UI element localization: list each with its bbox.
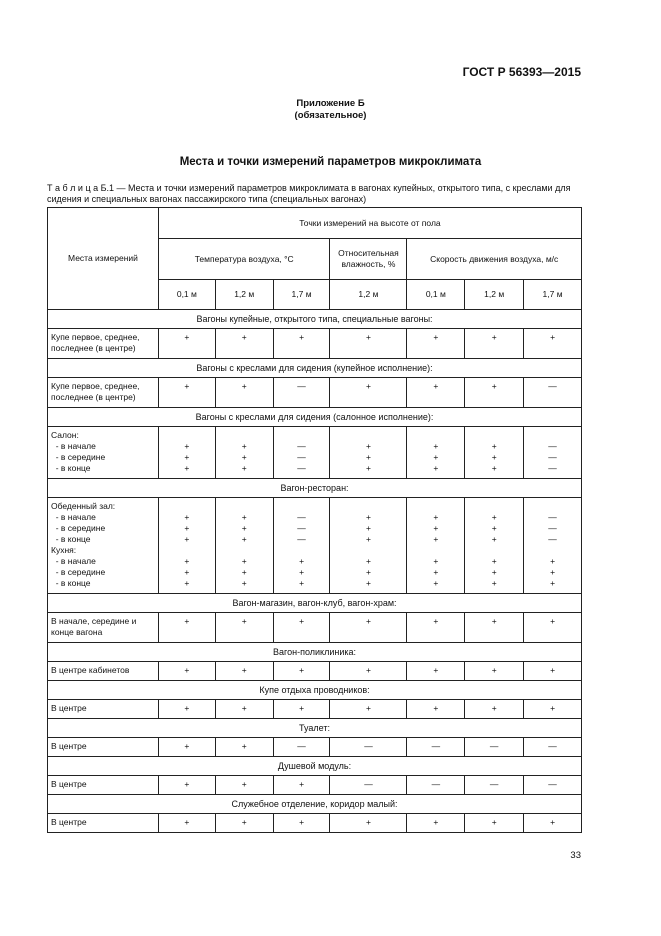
section-header-row: Вагон-магазин, вагон-клуб, вагон-храм: bbox=[48, 594, 582, 613]
value-cell: — bbox=[330, 776, 407, 795]
value-cell: + bbox=[158, 662, 215, 681]
section-header-row: Вагон-ресторан: bbox=[48, 479, 582, 498]
place-cell bbox=[48, 738, 159, 757]
place-line: последнее (в центре) bbox=[51, 392, 136, 402]
table-body bbox=[48, 310, 582, 833]
table-row bbox=[48, 427, 582, 479]
value-cell: + bbox=[465, 662, 524, 681]
appendix-heading bbox=[0, 98, 661, 122]
value-cell: + bbox=[158, 700, 215, 719]
value-cell: + bbox=[215, 814, 273, 833]
value-cell: + bbox=[465, 378, 524, 408]
appendix-title: Приложение Б bbox=[296, 98, 365, 109]
place-line: - в конце bbox=[51, 463, 91, 473]
caption-prefix: Т а б л и ц а bbox=[47, 183, 99, 193]
table-row bbox=[48, 700, 582, 719]
value-cell: + + + + + + bbox=[330, 498, 407, 594]
caption-text: Б.1 — Места и точки измерений параметров микроклимата в вагонах купейных, открытого типа, с креслами для сидения и специальных вагонах пассажирского типа (специальных вагонах) bbox=[47, 183, 571, 204]
value-cell: + bbox=[330, 700, 407, 719]
value-cell: + + + + + + bbox=[215, 498, 273, 594]
value-cell: + bbox=[273, 329, 330, 359]
value-cell: + bbox=[273, 700, 330, 719]
place-line: последнее (в центре) bbox=[51, 343, 136, 353]
table-row bbox=[48, 613, 582, 643]
value-cell: + bbox=[158, 776, 215, 795]
section-header-row: Туалет: bbox=[48, 719, 582, 738]
value-cell: + bbox=[330, 378, 407, 408]
place-line: В центре bbox=[51, 817, 87, 827]
height-cell: 0,1 м bbox=[407, 280, 465, 310]
table-row bbox=[48, 329, 582, 359]
value-cell: — — — bbox=[524, 427, 582, 479]
height-cell: 1,7 м bbox=[524, 280, 582, 310]
value-cell: + bbox=[407, 378, 465, 408]
place-line: - в середине bbox=[51, 523, 106, 533]
value-cell: + bbox=[330, 329, 407, 359]
value-cell: + bbox=[215, 776, 273, 795]
appendix-subtitle: (обязательное) bbox=[294, 110, 367, 121]
height-cell: 0,1 м bbox=[158, 280, 215, 310]
table-row bbox=[48, 814, 582, 833]
value-cell: + bbox=[273, 814, 330, 833]
value-cell: + bbox=[407, 662, 465, 681]
value-cell: + bbox=[273, 613, 330, 643]
table-row bbox=[48, 776, 582, 795]
value-cell: + bbox=[330, 814, 407, 833]
value-cell: + bbox=[524, 329, 582, 359]
value-cell: + bbox=[215, 700, 273, 719]
col-header-humidity: Относительная влажность, % bbox=[330, 239, 407, 280]
col-header-points: Точки измерений на высоте от пола bbox=[158, 208, 581, 239]
section-header-row: Купе отдыха проводников: bbox=[48, 681, 582, 700]
value-cell: + bbox=[215, 738, 273, 757]
table-caption bbox=[47, 183, 587, 205]
section-header-row: Вагон-поликлиника: bbox=[48, 643, 582, 662]
place-line: В центре кабинетов bbox=[51, 665, 130, 675]
value-cell: — bbox=[273, 378, 330, 408]
value-cell: + + + bbox=[158, 427, 215, 479]
place-line: Обеденный зал: bbox=[51, 501, 116, 511]
section-title: Места и точки измерений параметров микроклимата bbox=[179, 156, 482, 168]
table-row bbox=[48, 498, 582, 594]
table-row bbox=[48, 662, 582, 681]
value-cell: + bbox=[273, 776, 330, 795]
document-header: ГОСТ Р 56393—2015 bbox=[462, 65, 581, 79]
value-cell: + bbox=[215, 662, 273, 681]
value-cell: + bbox=[158, 738, 215, 757]
place-cell bbox=[48, 378, 159, 408]
value-cell: + bbox=[524, 814, 582, 833]
place-line: Салон: bbox=[51, 430, 79, 440]
value-cell: + bbox=[407, 814, 465, 833]
value-cell: + bbox=[158, 613, 215, 643]
value-cell: + bbox=[524, 613, 582, 643]
value-cell: + + + + + + bbox=[158, 498, 215, 594]
place-line: В центре bbox=[51, 779, 87, 789]
value-cell: + bbox=[158, 814, 215, 833]
table-row bbox=[48, 738, 582, 757]
col-header-air-speed: Скорость движения воздуха, м/с bbox=[407, 239, 582, 280]
place-line: конце вагона bbox=[51, 627, 103, 637]
value-cell: + bbox=[215, 329, 273, 359]
place-line: - в середине bbox=[51, 452, 106, 462]
value-cell: — bbox=[330, 738, 407, 757]
value-cell: + bbox=[524, 662, 582, 681]
value-cell: + + + bbox=[330, 427, 407, 479]
value-cell: — bbox=[465, 738, 524, 757]
value-cell: + bbox=[158, 378, 215, 408]
place-line: Кухня: bbox=[51, 545, 77, 555]
value-cell: + bbox=[273, 662, 330, 681]
section-header-row: Душевой модуль: bbox=[48, 757, 582, 776]
place-line: - в начале bbox=[51, 441, 96, 451]
page-number: 33 bbox=[570, 850, 581, 861]
place-line: - в середине bbox=[51, 567, 106, 577]
value-cell: + bbox=[407, 700, 465, 719]
value-cell: — bbox=[524, 378, 582, 408]
value-cell: + + + + + + bbox=[407, 498, 465, 594]
value-cell: + bbox=[407, 613, 465, 643]
place-cell bbox=[48, 662, 159, 681]
value-cell: — — — bbox=[273, 427, 330, 479]
value-cell: + bbox=[330, 662, 407, 681]
value-cell: + bbox=[465, 814, 524, 833]
section-header-row: Вагоны купейные, открытого типа, специальные вагоны: bbox=[48, 310, 582, 329]
col-header-temperature: Температура воздуха, °С bbox=[158, 239, 330, 280]
place-cell bbox=[48, 700, 159, 719]
value-cell: + + + bbox=[215, 427, 273, 479]
section-header-row: Служебное отделение, коридор малый: bbox=[48, 795, 582, 814]
value-cell: + bbox=[330, 613, 407, 643]
place-cell bbox=[48, 498, 159, 594]
value-cell: + bbox=[524, 700, 582, 719]
col-header-places: Места измерений bbox=[48, 208, 159, 310]
value-cell: + + + bbox=[465, 427, 524, 479]
value-cell: + bbox=[465, 613, 524, 643]
height-cell: 1,2 м bbox=[465, 280, 524, 310]
value-cell: + bbox=[465, 700, 524, 719]
place-cell bbox=[48, 329, 159, 359]
value-cell: + + + + + + bbox=[465, 498, 524, 594]
value-cell: — bbox=[407, 738, 465, 757]
place-cell bbox=[48, 776, 159, 795]
value-cell: + bbox=[215, 378, 273, 408]
place-line: - в конце bbox=[51, 534, 91, 544]
table-row bbox=[48, 378, 582, 408]
place-line: В начале, середине и bbox=[51, 616, 137, 626]
section-header-row: Вагоны с креслами для сидения (купейное исполнение): bbox=[48, 359, 582, 378]
place-line: - в начале bbox=[51, 512, 96, 522]
place-cell bbox=[48, 427, 159, 479]
section-header-row: Вагоны с креслами для сидения (салонное исполнение): bbox=[48, 408, 582, 427]
place-line: В центре bbox=[51, 703, 87, 713]
value-cell: + bbox=[465, 329, 524, 359]
place-line: - в начале bbox=[51, 556, 96, 566]
value-cell: — bbox=[273, 738, 330, 757]
value-cell: + bbox=[158, 329, 215, 359]
value-cell: + bbox=[215, 613, 273, 643]
value-cell: — — — + + + bbox=[273, 498, 330, 594]
place-line: Купе первое, среднее, bbox=[51, 381, 140, 391]
place-cell bbox=[48, 613, 159, 643]
height-cell: 1,2 м bbox=[215, 280, 273, 310]
place-line: - в конце bbox=[51, 578, 91, 588]
value-cell: — bbox=[465, 776, 524, 795]
height-cell: 1,7 м bbox=[273, 280, 330, 310]
value-cell: + + + bbox=[407, 427, 465, 479]
place-cell bbox=[48, 814, 159, 833]
value-cell: — bbox=[524, 738, 582, 757]
place-line: В центре bbox=[51, 741, 87, 751]
value-cell: + bbox=[407, 329, 465, 359]
value-cell: — bbox=[407, 776, 465, 795]
measurement-table bbox=[47, 207, 582, 833]
place-line: Купе первое, среднее, bbox=[51, 332, 140, 342]
value-cell: — — — + + + bbox=[524, 498, 582, 594]
value-cell: — bbox=[524, 776, 582, 795]
height-cell: 1,2 м bbox=[330, 280, 407, 310]
